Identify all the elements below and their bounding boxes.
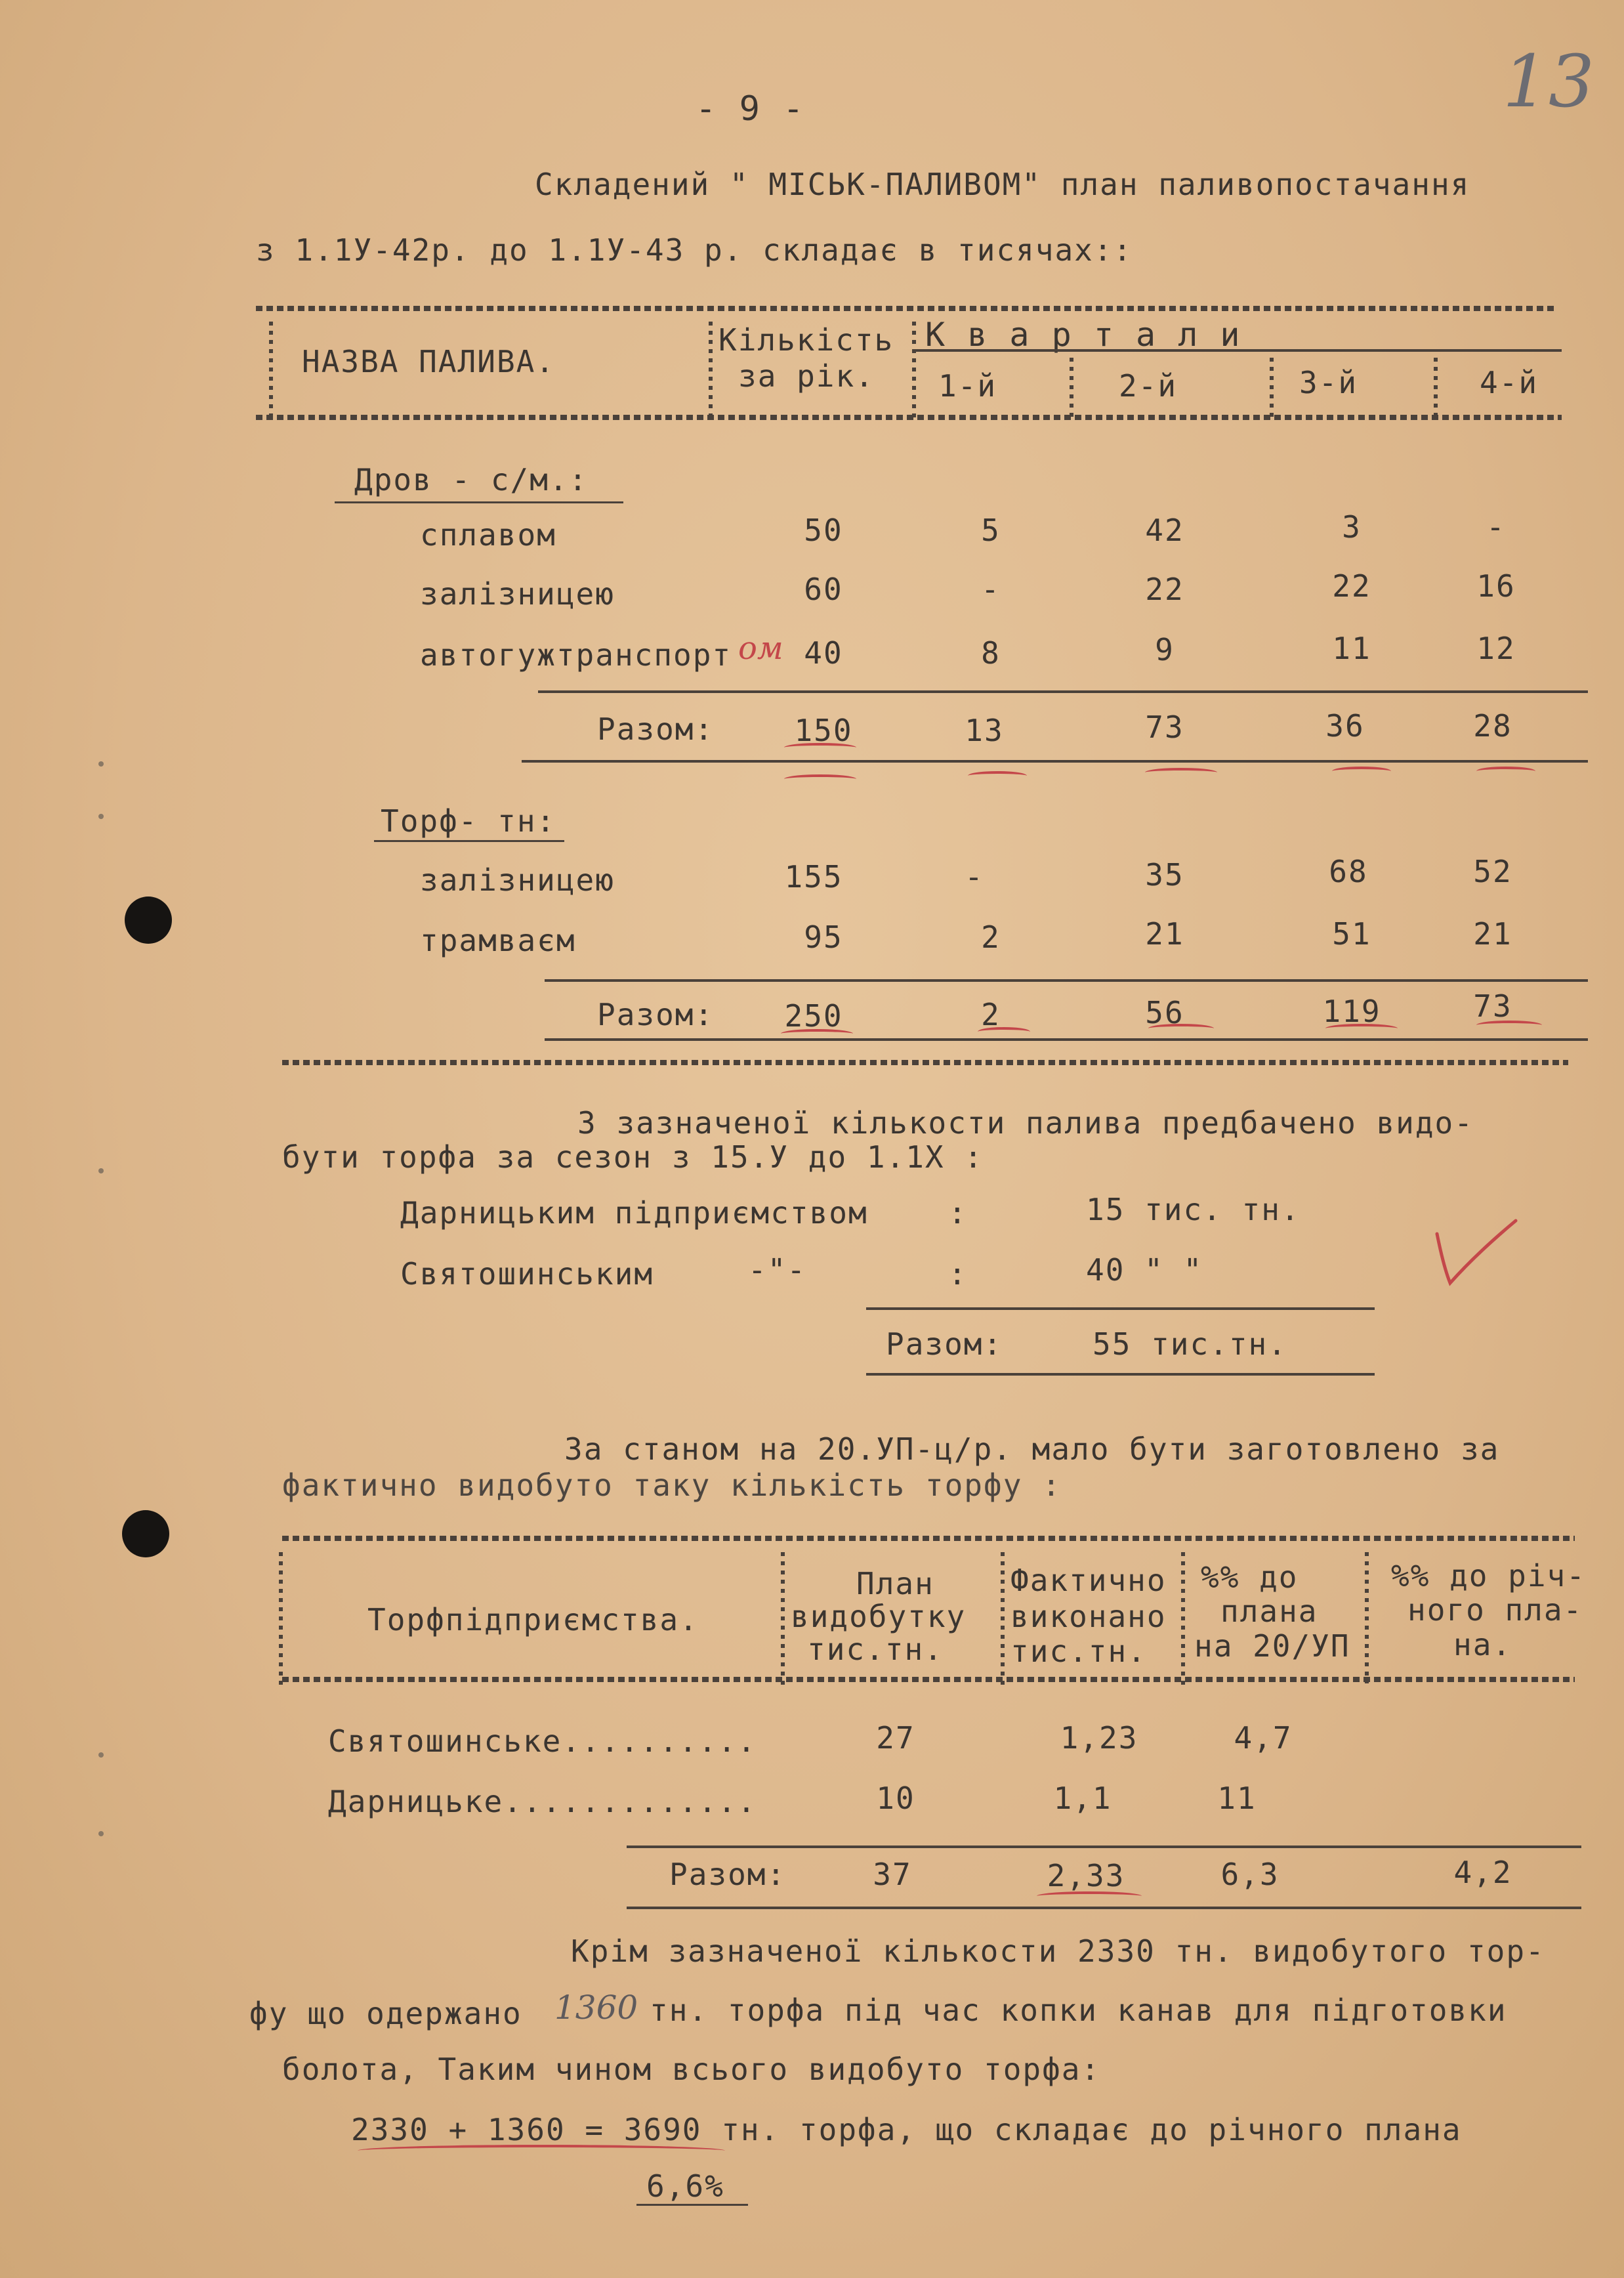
wood-total-q3: 36 [1325, 708, 1365, 744]
wood-row-q2: 9 [1155, 632, 1175, 667]
red-mark [1332, 767, 1391, 776]
table2-total-label: Разом: [669, 1857, 787, 1892]
wood-row-suffix-handwritten: ом [738, 630, 783, 667]
table2-total-fact: 2,33 [1047, 1858, 1125, 1893]
peat-total-q4: 73 [1473, 988, 1512, 1024]
wood-title-underline [335, 501, 623, 503]
table1-col-divider [1070, 358, 1073, 420]
table2-row-pct: 11 [1217, 1781, 1257, 1816]
table2-header-plan: видобутку [791, 1599, 967, 1634]
wood-row-q4: 12 [1476, 631, 1516, 666]
peat-total-q3: 119 [1322, 994, 1381, 1029]
table1-header-q2: 2-й [1119, 368, 1178, 404]
wood-row-name: автогужтранспорт [420, 637, 732, 673]
extract-total-top-rule [866, 1307, 1375, 1310]
red-underline [1148, 1024, 1214, 1033]
red-checkmark [1430, 1208, 1522, 1293]
punch-hole-top [125, 896, 172, 944]
pin-mark [98, 814, 104, 819]
table1-left-border [269, 322, 273, 420]
paragraph-2-line-1: За станом на 20.УП-ц/р. мало бути заготовлено за [564, 1431, 1500, 1467]
table1-header-q1: 1-й [938, 368, 997, 404]
peat-row-name: залізницею [420, 862, 615, 898]
paragraph-3-line-2a: фу що одержано [249, 1996, 522, 2031]
peat-title-underline [374, 840, 564, 842]
table2-row-plan: 10 [876, 1781, 915, 1816]
wood-total-year: 150 [794, 713, 853, 748]
table2-row-pct: 4,7 [1234, 1720, 1293, 1756]
table2-total-pct: 6,3 [1220, 1857, 1280, 1892]
paragraph-3-line-1: Крім зазначеної кількости 2330 тн. видобутого тор- [571, 1933, 1545, 1969]
extract-row-sep: : [948, 1256, 968, 1292]
table1-bottom-rule [282, 1060, 1568, 1065]
red-underline [781, 1029, 853, 1038]
wood-row-q3: 11 [1332, 631, 1371, 666]
extract-row-sep: : [948, 1195, 968, 1231]
paragraph-1-line-1: З зазначеної кількости палива предбачено видо- [577, 1105, 1474, 1141]
table2-total-plan: 37 [873, 1857, 912, 1892]
red-mark [968, 771, 1027, 780]
table2-header-plan: План [856, 1566, 934, 1601]
red-underline [1037, 1891, 1142, 1901]
peat-row-q2: 35 [1145, 857, 1184, 893]
wood-row-name: сплавом [420, 517, 556, 553]
table1-col-divider [912, 322, 916, 420]
table2-col-divider [781, 1552, 785, 1690]
table1-header-name: НАЗВА ПАЛИВА. [302, 344, 556, 379]
wood-row-year: 50 [804, 513, 843, 548]
extract-row-name: Дарницьким підприємством [400, 1195, 868, 1231]
paragraph-1-line-2: бути торфа за сезон з 15.У до 1.1Х : [282, 1139, 984, 1175]
peat-total-label: Разом: [597, 997, 715, 1032]
table1-header-qty-1: Кількість [718, 322, 894, 358]
table1-header-quarters: К в а р т а л и [925, 316, 1241, 354]
peat-row-q4: 21 [1473, 916, 1512, 952]
table2-row-fact: 1,23 [1060, 1720, 1138, 1756]
peat-row-year: 95 [804, 919, 843, 955]
table2-col-divider [1001, 1552, 1005, 1690]
red-underline [358, 2145, 725, 2157]
table2-header-fact: тис.тн. [1010, 1634, 1147, 1669]
peat-total-year: 250 [784, 998, 843, 1034]
table1-top-rule [256, 306, 1555, 311]
peat-row-q2: 21 [1145, 916, 1184, 952]
peat-total-q1: 2 [981, 997, 1001, 1032]
table2-col-divider [1365, 1552, 1369, 1683]
extract-row-name: Святошинським [400, 1256, 654, 1292]
table2-header-pct1: %% до [1201, 1559, 1299, 1595]
table2-header-pct2: на. [1453, 1627, 1512, 1662]
peat-total-top-rule [545, 979, 1588, 982]
table2-total-top-rule [627, 1846, 1581, 1848]
red-underline [1325, 1024, 1398, 1033]
title-line-2: з 1.1У-42р. до 1.1У-43 р. складає в тисячах:: [256, 232, 1133, 268]
pin-mark [98, 761, 104, 767]
wood-total-q4: 28 [1473, 708, 1512, 744]
peat-row-q4: 52 [1473, 854, 1512, 889]
extract-row-ditto: -"- [748, 1252, 807, 1288]
pin-mark [98, 1752, 104, 1758]
table1-quarters-rule [912, 349, 1562, 352]
punch-hole-bottom [122, 1510, 169, 1557]
page-number: - 9 - [696, 89, 805, 129]
peat-row-q3: 68 [1329, 854, 1368, 889]
wood-row-q2: 22 [1145, 572, 1184, 607]
wood-total-q1: 13 [965, 713, 1004, 748]
table2-header-pct2: %% до річ- [1391, 1558, 1586, 1593]
wood-total-top-rule [538, 690, 1588, 693]
peat-section-title: Торф- тн: [381, 803, 556, 839]
final-calculation: 2330 + 1360 = 3690 тн. торфа, що складає до річного плана [351, 2112, 1462, 2147]
red-mark [784, 774, 856, 784]
table2-total-bottom-rule [627, 1907, 1581, 1909]
title-line-1: Складений " МІСЬК-ПАЛИВОМ" план паливопостачання [535, 167, 1470, 202]
extract-row-value: 15 тис. тн. [1086, 1192, 1301, 1227]
wood-row-q1: - [981, 572, 1001, 607]
wood-row-q3: 3 [1342, 509, 1362, 545]
table2-row-fact: 1,1 [1053, 1781, 1112, 1816]
table2-top-rule [282, 1536, 1575, 1541]
red-mark [1476, 767, 1535, 776]
table2-header-name: Торфпідприємства. [367, 1602, 699, 1637]
wood-total-label: Разом: [597, 711, 715, 747]
table2-row-plan: 27 [876, 1720, 915, 1756]
paragraph-3-line-2b: тн. торфа під час копки канав для підготовки [650, 1993, 1507, 2028]
peat-row-q1: - [965, 859, 984, 895]
extract-total-bottom-rule [866, 1373, 1375, 1376]
red-mark [1145, 768, 1217, 777]
table2-header-pct1: на 20/УП [1194, 1628, 1350, 1664]
wood-row-q4: 16 [1476, 568, 1516, 604]
table2-header-bottom-rule [282, 1677, 1575, 1682]
wood-row-q2: 42 [1145, 513, 1184, 548]
table2-row-name: Святошинське.......... [328, 1723, 757, 1759]
table1-header-qty-2: за рік. [738, 358, 875, 394]
wood-row-q4: - [1486, 509, 1506, 545]
wood-row-year: 60 [804, 572, 843, 607]
wood-row-q3: 22 [1332, 568, 1371, 604]
table2-header-pct2: ного пла- [1407, 1592, 1583, 1628]
final-percentage: 6,6% [646, 2168, 724, 2204]
peat-total-bottom-rule [545, 1038, 1588, 1041]
table1-col-divider [709, 322, 713, 420]
table2-col-divider [1181, 1552, 1185, 1690]
extract-row-value: 40 " " [1086, 1252, 1203, 1288]
table2-header-fact: Фактично [1010, 1563, 1167, 1598]
table1-header-q3: 3-й [1299, 365, 1358, 400]
wood-row-q1: 8 [981, 635, 1001, 671]
red-underline [784, 743, 856, 752]
wood-total-bottom-rule [522, 760, 1588, 763]
extract-total-label: Разом: [886, 1326, 1003, 1362]
extract-total-value: 55 тис.тн. [1093, 1326, 1287, 1362]
wood-row-year: 40 [804, 635, 843, 671]
peat-row-year: 155 [784, 859, 843, 895]
paragraph-2-line-2: фактично видобуто таку кількість торфу : [282, 1467, 1062, 1503]
peat-row-name: трамваєм [420, 923, 576, 958]
peat-row-q1: 2 [981, 919, 1001, 955]
pin-mark [98, 1831, 104, 1836]
peat-row-q3: 51 [1332, 916, 1371, 952]
pin-mark [98, 1168, 104, 1173]
table2-header-plan: тис.тн. [807, 1632, 944, 1667]
table1-col-divider [1434, 358, 1438, 420]
wood-total-q2: 73 [1145, 709, 1184, 745]
red-underline [978, 1027, 1030, 1036]
paragraph-3-line-3: болота, Таким чином всього видобуто торфа: [282, 2052, 1101, 2087]
final-percentage-underline [636, 2204, 748, 2206]
archive-number: 13 [1503, 39, 1594, 123]
red-underline [1476, 1021, 1542, 1030]
handwritten-number: 1360 [554, 1989, 638, 2027]
table2-row-name: Дарницьке............. [328, 1784, 757, 1819]
table2-total-pct2: 4,2 [1453, 1855, 1512, 1890]
table1-col-divider [1270, 358, 1274, 420]
table2-header-fact: виконано [1010, 1599, 1167, 1634]
table1-header-q4: 4-й [1480, 365, 1539, 400]
table1-header-bottom-rule [256, 415, 1562, 420]
table2-left-border [279, 1552, 283, 1690]
wood-row-q1: 5 [981, 513, 1001, 548]
peat-total-q2: 56 [1145, 995, 1184, 1030]
wood-section-title: Дров - с/м.: [354, 462, 589, 497]
wood-row-name: залізницею [420, 576, 615, 612]
table2-header-pct1: плана [1220, 1593, 1318, 1629]
